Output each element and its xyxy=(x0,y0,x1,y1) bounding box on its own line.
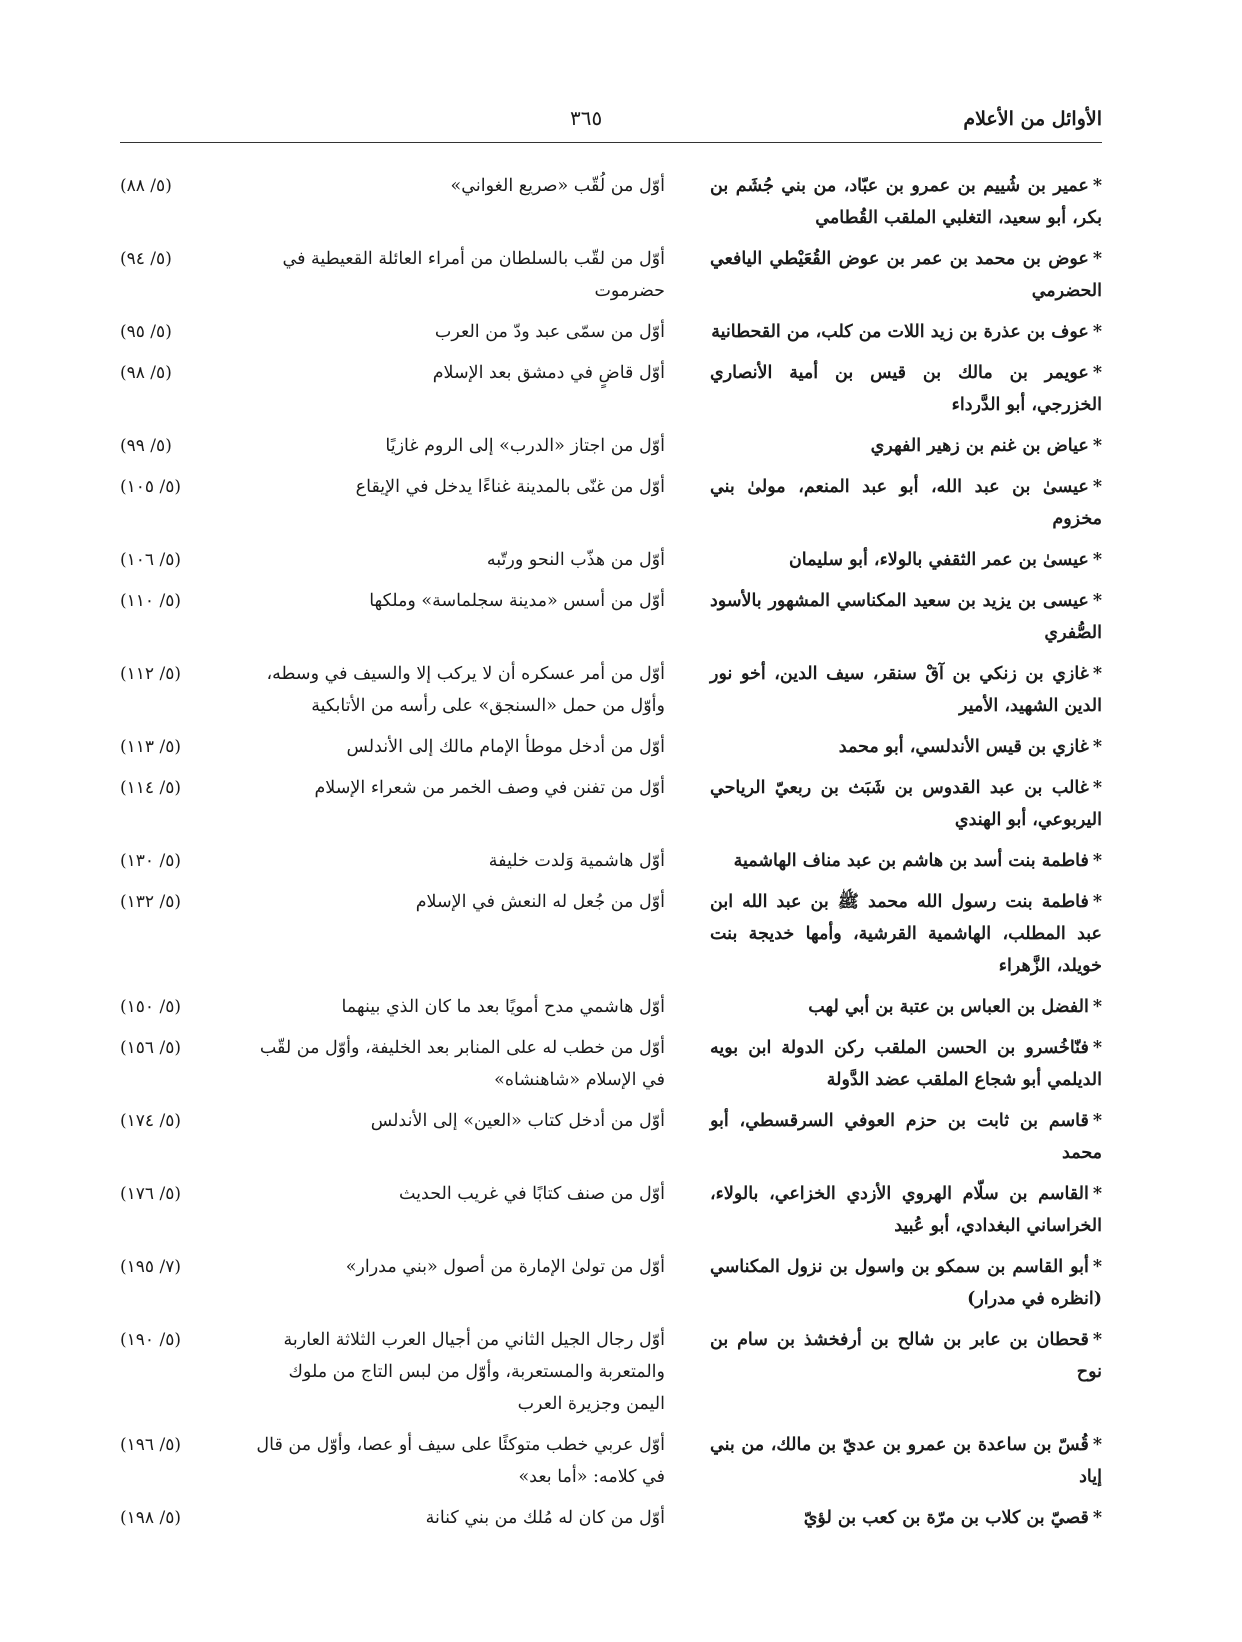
entry-name-text: عويمر بن مالك بن قيس بن أمية الأنصاري الخزرجي، أبو الدَّرداء xyxy=(710,363,1102,415)
entry-name xyxy=(710,731,1102,763)
entry-name-text: عيسى بن يزيد بن سعيد المكناسي المشهور بالأسود الصُّفري xyxy=(710,591,1102,643)
header-rule xyxy=(120,142,1102,143)
entry-name-text: عيسىٰ بن عمر الثقفي بالولاء، أبو سليمان xyxy=(788,550,1089,570)
entry-name xyxy=(710,585,1102,649)
entry-name xyxy=(710,886,1102,982)
entry-name-text: عمير بن شُييم بن عمرو بن عبّاد، من بني جُشَم بن بكر، أبو سعيد، التغلبي الملقب القُطامي xyxy=(710,176,1102,228)
asterisk-marker: * xyxy=(1092,1038,1102,1058)
entry-description: أوّل من تولىٰ الإمارة من أصول «بني مدرار» xyxy=(345,1257,665,1277)
entry-row xyxy=(120,1324,1102,1420)
entry-description: أوّل من أدخل كتاب «العين» إلى الأندلس xyxy=(370,1111,665,1131)
entry-reference: (٥/ ٩٨) xyxy=(120,363,172,383)
asterisk-marker: * xyxy=(1092,436,1102,456)
entry-description: أوّل من تفنن في وصف الخمر من شعراء الإسلام xyxy=(314,778,665,798)
entry-name xyxy=(710,772,1102,836)
entry-name xyxy=(710,991,1102,1023)
asterisk-marker: * xyxy=(1092,1184,1102,1204)
entry-reference: (٥/ ١٣٢) xyxy=(120,892,181,912)
entry-row xyxy=(120,170,1102,234)
entry-row xyxy=(120,845,1102,877)
entry-reference: (٥/ ٨٨) xyxy=(120,176,172,196)
entry-description: أوّل من خطب له على المنابر بعد الخليفة، وأوّل من لقّب في الإسلام «شاهنشاه» xyxy=(259,1038,665,1090)
entry-name xyxy=(710,1032,1102,1096)
asterisk-marker: * xyxy=(1092,591,1102,611)
entry-description: أوّل من صنف كتابًا في غريب الحديث xyxy=(398,1184,665,1204)
running-title: الأوائل من الأعلام xyxy=(963,108,1102,130)
entry-row xyxy=(120,316,1102,348)
entry-reference: (٥/ ١١٢) xyxy=(120,664,181,684)
entry-reference: (٥/ ١٧٤) xyxy=(120,1111,181,1131)
entry-reference: (٥/ ١١٠) xyxy=(120,591,181,611)
entry-name xyxy=(710,1251,1102,1315)
entry-name xyxy=(710,316,1102,348)
entry-name-text: فاطمة بنت أسد بن هاشم بن عبد مناف الهاشمية xyxy=(733,851,1089,871)
entry-name xyxy=(710,544,1102,576)
entry-name-text: عيسىٰ بن عبد الله، أبو عبد المنعم، مولىٰ بني مخزوم xyxy=(710,477,1102,529)
entry-row xyxy=(120,243,1102,307)
entry-reference: (٥/ ٩٩) xyxy=(120,436,172,456)
entry-row xyxy=(120,886,1102,982)
asterisk-marker: * xyxy=(1092,1330,1102,1350)
entry-description: أوّل رجال الجيل الثاني من أجيال العرب الثلاثة العاربة والمتعربة والمستعربة، وأوّل من لبس التاج من ملوك اليمن وجزيرة العرب xyxy=(283,1330,665,1414)
asterisk-marker: * xyxy=(1092,249,1102,269)
asterisk-marker: * xyxy=(1092,1111,1102,1131)
entry-description: أوّل عربي خطب متوكئًا على سيف أو عصا، وأوّل من قال في كلامه: «أما بعد» xyxy=(256,1435,665,1487)
entry-reference: (٥/ ١٩٨) xyxy=(120,1508,181,1528)
entry-name xyxy=(710,1105,1102,1169)
entries-list xyxy=(120,170,1102,1543)
entry-description: أوّل هاشمية وَلدت خليفة xyxy=(488,851,665,871)
entry-name-text: غازي بن قيس الأندلسي، أبو محمد xyxy=(838,737,1089,757)
entry-name-text: فاطمة بنت رسول الله محمد ﷺ بن عبد الله ابن عبد المطلب، الهاشمية القرشية، وأمها خديجة بنت خويلد، الزَّهراء xyxy=(710,892,1102,976)
entry-row xyxy=(120,1251,1102,1315)
entry-name-text: قاسم بن ثابت بن حزم العوفي السرقسطي، أبو محمد xyxy=(710,1111,1102,1163)
entry-reference: (٥/ ٩٥) xyxy=(120,322,172,342)
entry-reference: (٧/ ١٩٥) xyxy=(120,1257,181,1277)
entry-name xyxy=(710,1429,1102,1493)
entry-name xyxy=(710,357,1102,421)
entry-name-text: القاسم بن سلّام الهروي الأزدي الخزاعي، بالولاء، الخراساني البغدادي، أبو عُبيد xyxy=(710,1184,1102,1236)
asterisk-marker: * xyxy=(1092,892,1102,912)
page-header xyxy=(120,100,1102,140)
entry-row xyxy=(120,471,1102,535)
asterisk-marker: * xyxy=(1092,477,1102,497)
asterisk-marker: * xyxy=(1092,737,1102,757)
asterisk-marker: * xyxy=(1092,1508,1102,1528)
entry-description: أوّل من هذّب النحو ورتّبه xyxy=(486,550,665,570)
entry-row xyxy=(120,658,1102,722)
entry-description: أوّل من لُقّب «صريع الغواني» xyxy=(450,176,665,196)
entry-name xyxy=(710,170,1102,234)
entry-name-text: الفضل بن العباس بن عتبة بن أبي لهب xyxy=(808,997,1089,1017)
entry-name xyxy=(710,658,1102,722)
entry-row xyxy=(120,1502,1102,1534)
entry-reference: (٥/ ١٩٠) xyxy=(120,1330,181,1350)
asterisk-marker: * xyxy=(1092,1435,1102,1455)
entry-description: أوّل قاضٍ في دمشق بعد الإسلام xyxy=(432,363,665,383)
entry-name xyxy=(710,430,1102,462)
entry-row xyxy=(120,430,1102,462)
entry-description: أوّل من أمر عسكره أن لا يركب إلا والسيف في وسطه، وأوّل من حمل «السنجق» على رأسه من الأتابكية xyxy=(266,664,665,716)
asterisk-marker: * xyxy=(1092,997,1102,1017)
asterisk-marker: * xyxy=(1092,851,1102,871)
entry-row xyxy=(120,991,1102,1023)
entry-reference: (٥/ ١٣٠) xyxy=(120,851,181,871)
entry-name xyxy=(710,1324,1102,1388)
entry-name xyxy=(710,1178,1102,1242)
entry-name-text: قُسّ بن ساعدة بن عمرو بن عديّ بن مالك، من بني إياد xyxy=(710,1435,1102,1487)
entry-name-text: عوف بن عذرة بن زيد اللات من كلب، من القحطانية xyxy=(711,322,1089,342)
entry-reference: (٥/ ١٠٦) xyxy=(120,550,181,570)
entry-row xyxy=(120,772,1102,836)
entry-name-text: فنّاخُسرو بن الحسن الملقب ركن الدولة ابن بويه الديلمي أبو شجاع الملقب عضد الدَّولة xyxy=(710,1038,1102,1090)
entry-description: أوّل من لقّب بالسلطان من أمراء العائلة القعيطية في حضرموت xyxy=(282,249,665,301)
entry-row xyxy=(120,1429,1102,1493)
asterisk-marker: * xyxy=(1092,664,1102,684)
entry-name xyxy=(710,1502,1102,1534)
asterisk-marker: * xyxy=(1092,550,1102,570)
entry-description: أوّل من جُعل له النعش في الإسلام xyxy=(415,892,665,912)
asterisk-marker: * xyxy=(1092,363,1102,383)
entry-name-text: عوض بن محمد بن عمر بن عوض القُعَيْطي اليافعي الحضرمي xyxy=(710,249,1102,301)
entry-reference: (٥/ ١٧٦) xyxy=(120,1184,181,1204)
entry-reference: (٥/ ١٥٠) xyxy=(120,997,181,1017)
entry-reference: (٥/ ٩٤) xyxy=(120,249,172,269)
entry-description: أوّل من كان له مُلك من بني كنانة xyxy=(425,1508,665,1528)
entry-description: أوّل من غنّى بالمدينة غناءًا يدخل في الإيقاع xyxy=(355,477,665,497)
entry-name xyxy=(710,845,1102,877)
entry-row xyxy=(120,731,1102,763)
entry-reference: (٥/ ١٩٦) xyxy=(120,1435,181,1455)
asterisk-marker: * xyxy=(1092,322,1102,342)
entry-description: أوّل من سمّى عبد ودّ من العرب xyxy=(434,322,665,342)
entry-name-text: غازي بن زنكي بن آقْ سنقر، سيف الدين، أخو نور الدين الشهيد، الأمير xyxy=(710,664,1102,716)
entry-row xyxy=(120,1105,1102,1169)
entry-description: أوّل من أدخل موطأ الإمام مالك إلى الأندلس xyxy=(346,737,665,757)
entry-name-text: أبو القاسم بن سمكو بن واسول بن نزول المكناسي (انظره في مدرار) xyxy=(710,1257,1102,1309)
entry-name-text: عياض بن غنم بن زهير الفهري xyxy=(870,436,1089,456)
entry-name-text: قصيّ بن كلاب بن مرّة بن كعب بن لؤيّ xyxy=(803,1508,1089,1528)
entry-row xyxy=(120,357,1102,421)
entry-name xyxy=(710,471,1102,535)
entry-reference: (٥/ ١١٣) xyxy=(120,737,181,757)
entry-reference: (٥/ ١١٤) xyxy=(120,778,181,798)
entry-reference: (٥/ ١٠٥) xyxy=(120,477,181,497)
page-number: ٣٦٥ xyxy=(570,106,603,130)
entry-description: أوّل هاشمي مدح أمويًا بعد ما كان الذي بينهما xyxy=(341,997,665,1017)
entry-name xyxy=(710,243,1102,307)
asterisk-marker: * xyxy=(1092,1257,1102,1277)
asterisk-marker: * xyxy=(1092,176,1102,196)
entry-name-text: قحطان بن عابر بن شالح بن أرفخشذ بن سام بن نوح xyxy=(710,1330,1102,1382)
entry-row xyxy=(120,585,1102,649)
entry-description: أوّل من أسس «مدينة سجلماسة» وملكها xyxy=(369,591,665,611)
entry-reference: (٥/ ١٥٦) xyxy=(120,1038,181,1058)
entry-row xyxy=(120,544,1102,576)
entry-description: أوّل من اجتاز «الدرب» إلى الروم غازيًا xyxy=(385,436,665,456)
entry-row xyxy=(120,1032,1102,1096)
entry-row xyxy=(120,1178,1102,1242)
asterisk-marker: * xyxy=(1092,778,1102,798)
entry-name-text: غالب بن عبد القدوس بن شَبَث بن ربعيّ الرياحي اليربوعي، أبو الهندي xyxy=(710,778,1102,830)
